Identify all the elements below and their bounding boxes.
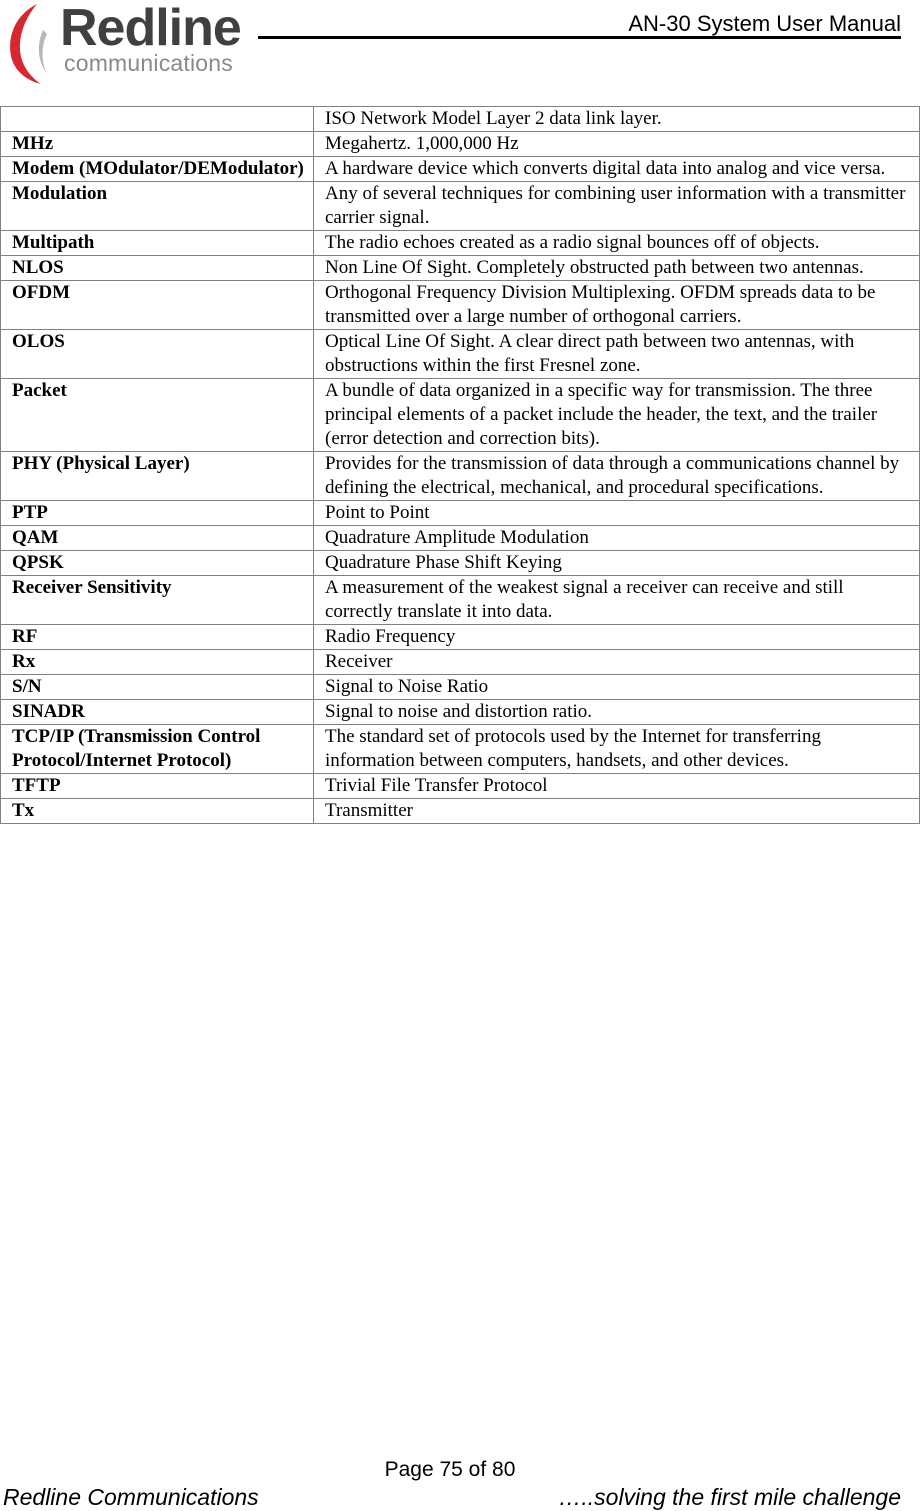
glossary-term: SINADR xyxy=(1,700,314,725)
table-row xyxy=(1,551,920,576)
table-row xyxy=(1,576,920,625)
glossary-definition: Point to Point xyxy=(314,501,920,526)
header-rule xyxy=(258,36,901,39)
table-row xyxy=(1,625,920,650)
glossary-term: TCP/IP (Transmission Control Protocol/Internet Protocol) xyxy=(1,725,314,774)
table-row xyxy=(1,700,920,725)
glossary-definition: Orthogonal Frequency Division Multiplexing. OFDM spreads data to be transmitted over a large number of orthogonal carriers. xyxy=(314,281,920,330)
table-row xyxy=(1,330,920,379)
glossary-definition: Provides for the transmission of data through a communications channel by defining the electrical, mechanical, and procedural specifications. xyxy=(314,452,920,501)
glossary-definition: Transmitter xyxy=(314,799,920,824)
logo-subtitle: communications xyxy=(64,50,233,76)
glossary-table xyxy=(0,106,920,824)
table-row xyxy=(1,132,920,157)
table-row xyxy=(1,650,920,675)
glossary-definition: A measurement of the weakest signal a receiver can receive and still correctly translate it into data. xyxy=(314,576,920,625)
footer-company: Redline Communications xyxy=(3,1484,259,1510)
table-row xyxy=(1,774,920,799)
glossary-term: Tx xyxy=(1,799,314,824)
table-row xyxy=(1,157,920,182)
glossary-term: Rx xyxy=(1,650,314,675)
glossary-term: OLOS xyxy=(1,330,314,379)
glossary-term: RF xyxy=(1,625,314,650)
table-row xyxy=(1,107,920,132)
table-row xyxy=(1,182,920,231)
glossary-term: PTP xyxy=(1,501,314,526)
glossary-term: Modem (MOdulator/DEModulator) xyxy=(1,157,314,182)
table-row xyxy=(1,379,920,452)
glossary-term: OFDM xyxy=(1,281,314,330)
glossary-definition: The radio echoes created as a radio signal bounces off of objects. xyxy=(314,231,920,256)
glossary-definition: A bundle of data organized in a specific way for transmission. The three principal elements of a packet include the header, the text, and the trailer (error detection and correction bits). xyxy=(314,379,920,452)
glossary-definition: Radio Frequency xyxy=(314,625,920,650)
table-row xyxy=(1,231,920,256)
glossary-term: Multipath xyxy=(1,231,314,256)
glossary-definition: A hardware device which converts digital data into analog and vice versa. xyxy=(314,157,920,182)
glossary-term: TFTP xyxy=(1,774,314,799)
table-row xyxy=(1,675,920,700)
glossary-term: QPSK xyxy=(1,551,314,576)
footer-slogan: …..solving the first mile challenge xyxy=(558,1484,901,1510)
page-number: Page 75 of 80 xyxy=(384,1458,516,1481)
glossary-definition: Any of several techniques for combining user information with a transmitter carrier signal. xyxy=(314,182,920,231)
glossary-term: Packet xyxy=(1,379,314,452)
table-row xyxy=(1,281,920,330)
glossary-term: PHY (Physical Layer) xyxy=(1,452,314,501)
glossary-term: Modulation xyxy=(1,182,314,231)
glossary-definition: The standard set of protocols used by the Internet for transferring information between computers, handsets, and other devices. xyxy=(314,725,920,774)
glossary-term: Receiver Sensitivity xyxy=(1,576,314,625)
glossary-term: MHz xyxy=(1,132,314,157)
table-row xyxy=(1,501,920,526)
glossary-definition: Receiver xyxy=(314,650,920,675)
glossary-definition: Trivial File Transfer Protocol xyxy=(314,774,920,799)
glossary-term: S/N xyxy=(1,675,314,700)
table-row xyxy=(1,526,920,551)
document-title: AN-30 System User Manual xyxy=(628,11,901,36)
redline-logo xyxy=(3,0,253,88)
glossary-term: NLOS xyxy=(1,256,314,281)
glossary-definition: ISO Network Model Layer 2 data link layer. xyxy=(314,107,920,132)
table-row xyxy=(1,452,920,501)
glossary-definition: Non Line Of Sight. Completely obstructed path between two antennas. xyxy=(314,256,920,281)
glossary-definition: Quadrature Amplitude Modulation xyxy=(314,526,920,551)
glossary-definition: Signal to noise and distortion ratio. xyxy=(314,700,920,725)
glossary-definition: Signal to Noise Ratio xyxy=(314,675,920,700)
glossary-definition: Quadrature Phase Shift Keying xyxy=(314,551,920,576)
glossary-definition: Megahertz. 1,000,000 Hz xyxy=(314,132,920,157)
glossary-definition: Optical Line Of Sight. A clear direct path between two antennas, with obstructions within the first Fresnel zone. xyxy=(314,330,920,379)
table-row xyxy=(1,725,920,774)
table-row xyxy=(1,799,920,824)
glossary-term: QAM xyxy=(1,526,314,551)
glossary-term xyxy=(1,107,314,132)
redline-swoosh-icon xyxy=(3,0,63,88)
table-row xyxy=(1,256,920,281)
logo-wordmark: Redline xyxy=(60,0,241,57)
